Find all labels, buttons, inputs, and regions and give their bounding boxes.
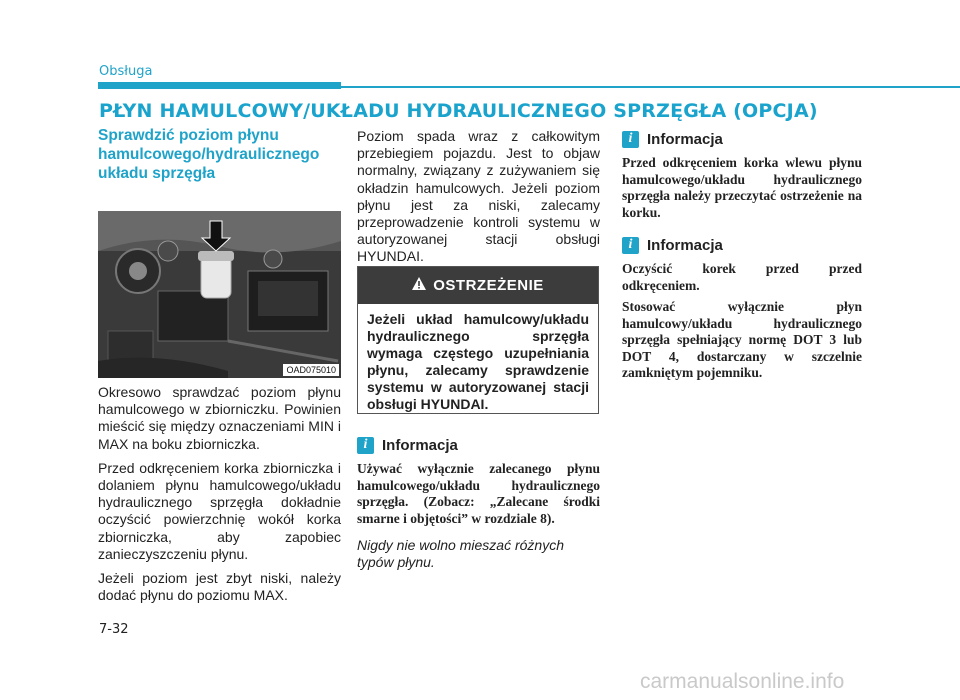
info-text: Używać wyłącznie zalecanego płynu hamulcowego/układu hydraulicznego sprzęgła. (Zobacz: „Zalecane środki smarne i objętości” w rozdziale 8). <box>357 461 600 526</box>
middle-body <box>357 128 600 273</box>
engine-bay-illustration <box>98 211 341 378</box>
info-title: Informacja <box>647 236 723 254</box>
info-icon: i <box>622 131 639 148</box>
info-title: Informacja <box>382 436 458 454</box>
warning-text: Jeżeli układ hamulcowy/układu hydraulicznego sprzęgła wymaga częstego uzupełniania płynu, zalecamy sprawdzenie systemu w autoryzowanej stacji obsługi HYUNDAI. <box>367 311 589 412</box>
info-block-middle <box>357 435 600 571</box>
warning-box <box>357 266 599 414</box>
info-title: Informacja <box>647 130 723 148</box>
paragraph: Jeżeli poziom jest zbyt niski, należy dodać płynu do poziomu MAX. <box>98 570 341 604</box>
paragraph: Okresowo sprawdzać poziom płynu hamulcowego w zbiorniczku. Powinien mieścić się między oznaczeniami MIN i MAX na boku zbiorniczka. <box>98 384 341 452</box>
header-rule-accent <box>98 82 341 89</box>
info-icon: i <box>357 437 374 454</box>
info-text: Przed odkręceniem korka wlewu płynu hamulcowego/układu hydraulicznego sprzęgła należy przeczytać ostrzeżenie na korku. <box>622 155 862 220</box>
page-title: PŁYN HAMULCOWY/UKŁADU HYDRAULICZNEGO SPRZĘGŁA (OPCJA) <box>99 100 818 122</box>
image-caption: OAD075010 <box>283 364 339 376</box>
info-text: Oczyścić korek przed przed odkręceniem. Stosować wyłącznie płyn hamulcowy/układu hydraulicznego sprzęgła spełniający normę DOT 3 lub DOT 4, dostarczany w szczelnie zamkniętym pojemniku. <box>622 261 862 380</box>
info-block-right-1 <box>622 129 862 226</box>
warning-header <box>358 267 598 304</box>
watermark: carmanualsonline.info <box>640 670 845 693</box>
info-icon: i <box>622 237 639 254</box>
page-number: 7-32 <box>99 622 129 637</box>
info-block-right-2 <box>622 235 862 387</box>
warning-title: OSTRZEŻENIE <box>433 277 544 294</box>
left-subheading: Sprawdzić poziom płynu hamulcowego/hydraulicznego układu sprzęgła <box>98 127 320 182</box>
paragraph: Poziom spada wraz z całkowitym przebiegiem pojazdu. Jest to objaw normalny, związany z zużywaniem się okładzin hamulcowych. Jeżeli poziom płynu jest za niski, zalecamy przeprowadzenie kontroli systemu w autoryzowanej stacji obsługi HYUNDAI. <box>357 128 600 265</box>
section-header: Obsługa <box>99 64 153 79</box>
paragraph: Przed odkręceniem korka zbiorniczka i dolaniem płynu hamulcowego/układu hydraulicznego sprzęgła dokładnie oczyścić powierzchnię wokół korka zbiorniczka, aby zapobiec zanieczyszczeniu płynu. <box>98 459 341 562</box>
warning-icon <box>412 277 426 294</box>
engine-bay-photo <box>98 211 341 378</box>
left-body <box>98 384 341 611</box>
info-note: Nigdy nie wolno mieszać różnych typów płynu. <box>357 537 564 570</box>
